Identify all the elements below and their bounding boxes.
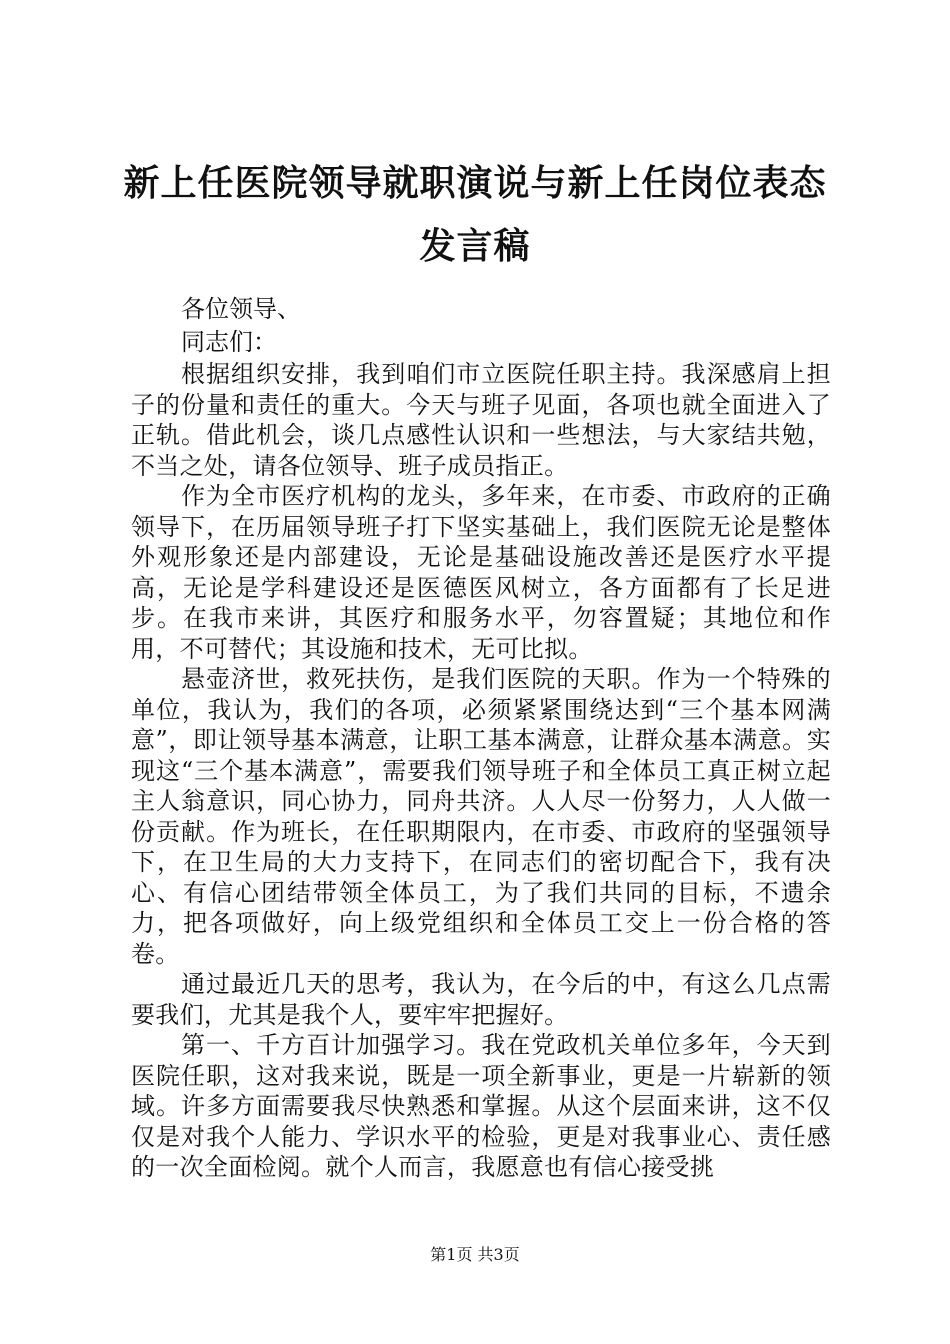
page-number-footer: 第1页 共3页 (430, 1245, 520, 1264)
paragraph: 作为全市医疗机构的龙头，多年来，在市委、市政府的正确领导下，在历届领导班子打下坚实基础上，我们医院无论是整体外观形象还是内部建设，无论是基础设施改善还是医疗水平提高，无论是学科建设还是医德医风树立，各方面都有了长足进步。在我市来讲，其医疗和服务水平，勿容置疑；其地位和作用，不可替代；其设施和技术，无可比拟。 (131, 482, 831, 663)
document-body (131, 293, 831, 1183)
paragraph: 悬壶济世，救死扶伤，是我们医院的天职。作为一个特殊的单位，我认为，我们的各项，必须紧紧围绕达到“三个基本网满意”，即让领导基本满意，让职工基本满意，让群众基本满意。实现这“三个基本满意”，需要我们领导班子和全体员工真正树立起主人翁意识，同心协力，同舟共济。人人尽一份努力，人人做一份贡献。作为班长，在任职期限内，在市委、市政府的坚强领导下，在卫生局的大力支持下，在同志们的密切配合下，我有决心、有信心团结带领全体员工，为了我们共同的目标，不遗余力，把各项做好，向上级党组织和全体员工交上一份合格的答卷。 (131, 665, 831, 968)
paragraph: 根据组织安排，我到咱们市立医院任职主持。我深感肩上担子的份量和责任的重大。今天与班子见面，各项也就全面进入了正轨。借此机会，谈几点感性认识和一些想法，与大家结共勉，不当之处，请各位领导、班子成员指正。 (131, 360, 831, 480)
salutation-line: 各位领导、 (181, 295, 301, 323)
paragraph: 通过最近几天的思考，我认为，在今后的中，有这么几点需要我们，尤其是我个人，要牢牢把握好。 (131, 970, 831, 1029)
salutation-line: 同志们： (181, 328, 277, 356)
document-title: 新上任医院领导就职演说与新上任岗位表态发言稿 (123, 162, 827, 267)
paragraph: 第一、千方百计加强学习。我在党政机关单位多年，今天到医院任职，这对我来说，既是一项全新事业，更是一片崭新的领域。许多方面需要我尽快熟悉和掌握。从这个层面来讲，这不仅仅是对我个人能力、学识水平的检验，更是对我事业心、责任感的一次全面检阅。就个人而言，我愿意也有信心接受挑 (131, 1031, 831, 1181)
